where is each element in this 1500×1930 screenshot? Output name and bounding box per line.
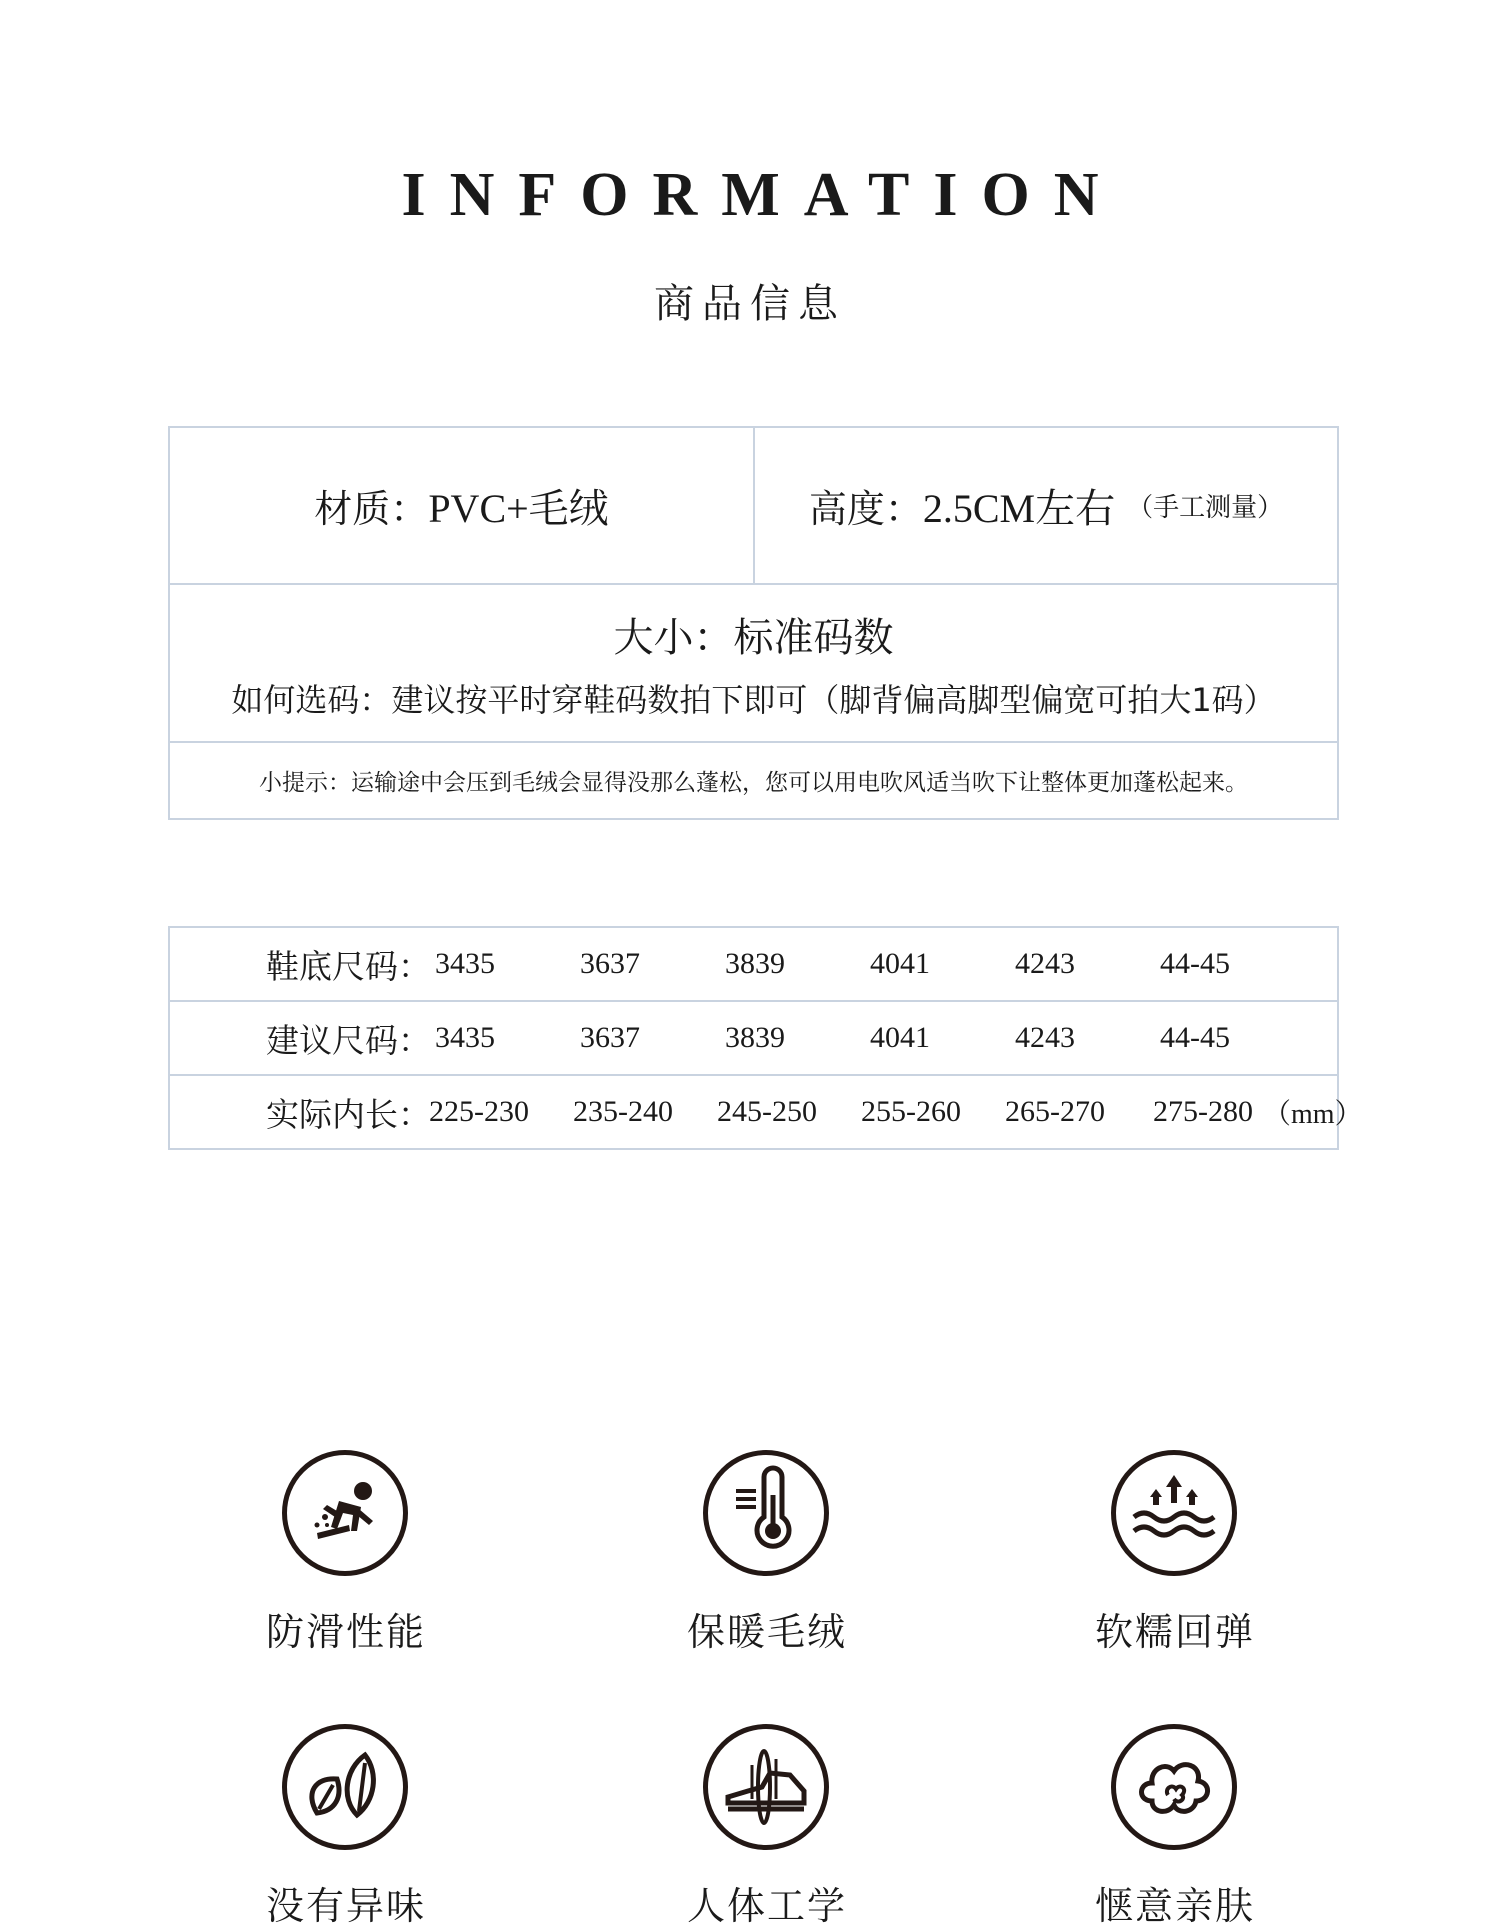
size-unit: （mm）: [1263, 1099, 1363, 1130]
material-cell: [170, 428, 755, 583]
size-cell: 235-240: [573, 1095, 673, 1128]
height-note: （手工测量）: [1127, 493, 1284, 523]
size-cell: 4041: [870, 1021, 930, 1054]
product-info-box: [168, 426, 1339, 820]
tip-text: 小提示：运输途中会压到毛绒会显得没那么蓬松，您可以用电吹风适当吹下让整体更加蓬松起来。: [259, 770, 1248, 796]
page-title: INFORMATION: [401, 161, 1123, 229]
size-cell: 265-270: [1005, 1095, 1105, 1128]
material-label: 材质：: [314, 487, 429, 531]
height-cell: [755, 428, 1337, 583]
height-value: 2.5CM左右: [922, 486, 1116, 531]
size-table: [168, 926, 1363, 1150]
table-row: [170, 1002, 1337, 1076]
feature-label: 惬意亲肤: [1094, 1884, 1255, 1928]
leaf-icon: [282, 1724, 408, 1850]
size-cell: 245-250: [717, 1095, 817, 1128]
height-label: 高度：: [808, 487, 923, 531]
size-guide-text: 如何选码：建议按平时穿鞋码数拍下即可（脚背偏高脚型偏宽可拍大1码）: [231, 681, 1276, 719]
page-subtitle: 商品信息: [654, 281, 846, 327]
size-cell: 4041: [870, 947, 930, 980]
size-cell: 3435: [435, 1021, 495, 1054]
thermometer-icon: [703, 1450, 829, 1576]
info-row-size: [170, 585, 1337, 743]
feature-label: 没有异味: [265, 1884, 426, 1928]
feature-label: 人体工学: [686, 1884, 847, 1928]
table-row: [170, 928, 1337, 1002]
size-title: 大小：标准码数: [613, 615, 894, 661]
feature-label: 保暖毛绒: [686, 1610, 847, 1654]
size-cell: 225-230: [429, 1095, 529, 1128]
size-cell: 3637: [580, 1021, 640, 1054]
size-cell: 4243: [1015, 1021, 1075, 1054]
table-row: [170, 1076, 1363, 1148]
size-cell: 3839: [725, 1021, 785, 1054]
info-row-material-height: [170, 428, 1337, 585]
size-cell: 44-45: [1160, 947, 1230, 980]
feature-label: 软糯回弹: [1094, 1610, 1255, 1654]
anti-slip-icon: [282, 1450, 408, 1576]
size-cell: 255-260: [861, 1095, 961, 1128]
size-row-label: 建议尺码：: [266, 1020, 431, 1060]
cloud-icon: [1111, 1724, 1237, 1850]
material-value: PVC+毛绒: [428, 486, 609, 531]
size-cell: 3435: [435, 947, 495, 980]
feature-label: 防滑性能: [265, 1610, 426, 1654]
rebound-icon: [1111, 1450, 1237, 1576]
size-cell: 44-45: [1160, 1021, 1230, 1054]
size-cell: 275-280: [1153, 1095, 1253, 1128]
ergonomic-shoe-icon: [703, 1724, 829, 1850]
size-cell: 4243: [1015, 947, 1075, 980]
size-row-label: 实际内长：: [266, 1094, 431, 1134]
size-row-label: 鞋底尺码：: [266, 946, 431, 986]
size-cell: 3839: [725, 947, 785, 980]
size-cell: 3637: [580, 947, 640, 980]
